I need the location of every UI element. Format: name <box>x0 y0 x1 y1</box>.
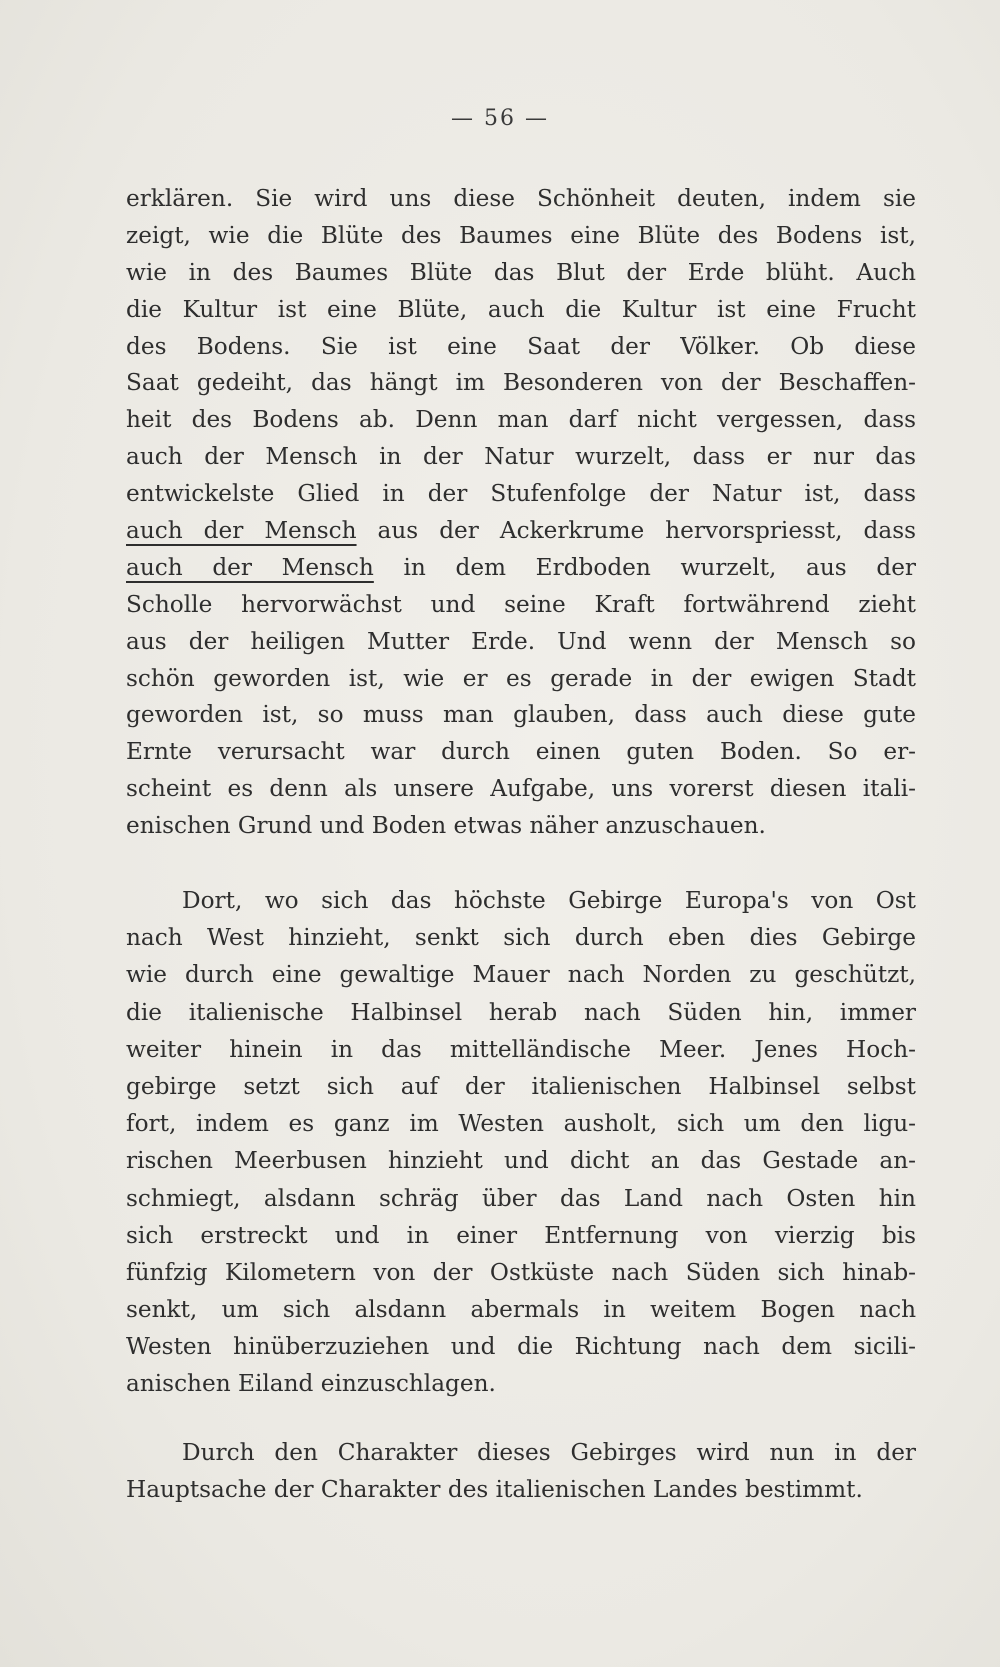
text-line: nach West hinzieht, senkt sich durch eben dies Gebirge <box>126 924 916 952</box>
paragraph-1 <box>126 181 916 845</box>
text-line: Ernte verursacht war durch einen guten Boden. So er- <box>126 738 916 766</box>
text-line-underlined <box>126 550 916 587</box>
text-line: enischen Grund und Boden etwas näher anzuschauen. <box>126 812 766 840</box>
text-line: zeigt, wie die Blüte des Baumes eine Blüte des Bodens ist, <box>126 221 916 249</box>
text-line: entwickelste Glied in der Stufenfolge der Natur ist, dass <box>126 480 916 508</box>
text-line: schön geworden ist, wie er es gerade in der ewigen Stadt <box>126 664 916 692</box>
text-line: heit des Bodens ab. Denn man darf nicht vergessen, dass <box>126 406 916 434</box>
paragraph-3 <box>126 1434 916 1508</box>
text-line: scheint es denn als unsere Aufgabe, uns vorerst diesen itali- <box>126 775 916 803</box>
text-line: die Kultur ist eine Blüte, auch die Kultur ist eine Frucht <box>126 295 916 323</box>
text-line: wie in des Baumes Blüte das Blut der Erde blüht. Auch <box>126 258 916 286</box>
text-line: senkt, um sich alsdann abermals in weitem Bogen nach <box>126 1296 916 1324</box>
paragraph-2 <box>126 882 916 1403</box>
line-remainder: aus der Ackerkrume hervorspriesst, dass <box>356 517 916 545</box>
underlined-phrase: auch der Mensch <box>126 517 357 545</box>
text-line: schmiegt, alsdann schräg über das Land nach Osten hin <box>126 1184 916 1212</box>
underlined-phrase: auch der Mensch <box>126 553 374 581</box>
text-line: wie durch eine gewaltige Mauer nach Norden zu geschützt, <box>126 961 916 989</box>
text-line: weiter hinein in das mittelländische Meer. Jenes Hoch- <box>126 1035 916 1063</box>
text-line: erklären. Sie wird uns diese Schönheit deuten, indem sie <box>126 185 916 212</box>
text-line: fort, indem es ganz im Westen ausholt, sich um den ligu- <box>126 1110 916 1138</box>
page-number: — 56 — <box>451 106 549 131</box>
text-line: rischen Meerbusen hinzieht und dicht an das Gestade an- <box>126 1147 916 1175</box>
text-line: gebirge setzt sich auf der italienischen Halbinsel selbst <box>126 1072 916 1100</box>
line-remainder: in dem Erdboden wurzelt, aus der <box>373 553 916 581</box>
text-line: Saat gedeiht, das hängt im Besonderen von der Beschaffen- <box>126 369 916 397</box>
text-line: auch der Mensch in der Natur wurzelt, dass er nur das <box>126 443 916 471</box>
text-line: Scholle hervorwächst und seine Kraft fortwährend zieht <box>126 590 916 618</box>
text-line: Hauptsache der Charakter des italienischen Landes bestimmt. <box>126 1476 863 1504</box>
text-line: Westen hinüberzuziehen und die Richtung nach dem sicili- <box>126 1333 916 1361</box>
text-line: geworden ist, so muss man glauben, dass auch diese gute <box>126 701 916 729</box>
text-line-underlined <box>126 513 916 550</box>
text-line: aus der heiligen Mutter Erde. Und wenn der Mensch so <box>126 627 916 655</box>
text-line: fünfzig Kilometern von der Ostküste nach Süden sich hinab- <box>126 1258 916 1286</box>
text-line: die italienische Halbinsel herab nach Süden hin, immer <box>126 998 916 1026</box>
text-line: anischen Eiland einzuschlagen. <box>126 1370 496 1398</box>
text-line: Dort, wo sich das höchste Gebirge Europa's von Ost <box>182 887 916 914</box>
text-line: sich erstreckt und in einer Entfernung von vierzig bis <box>126 1221 916 1249</box>
text-line: Durch den Charakter dieses Gebirges wird nun in der <box>182 1439 916 1466</box>
text-line: des Bodens. Sie ist eine Saat der Völker. Ob diese <box>126 332 916 360</box>
